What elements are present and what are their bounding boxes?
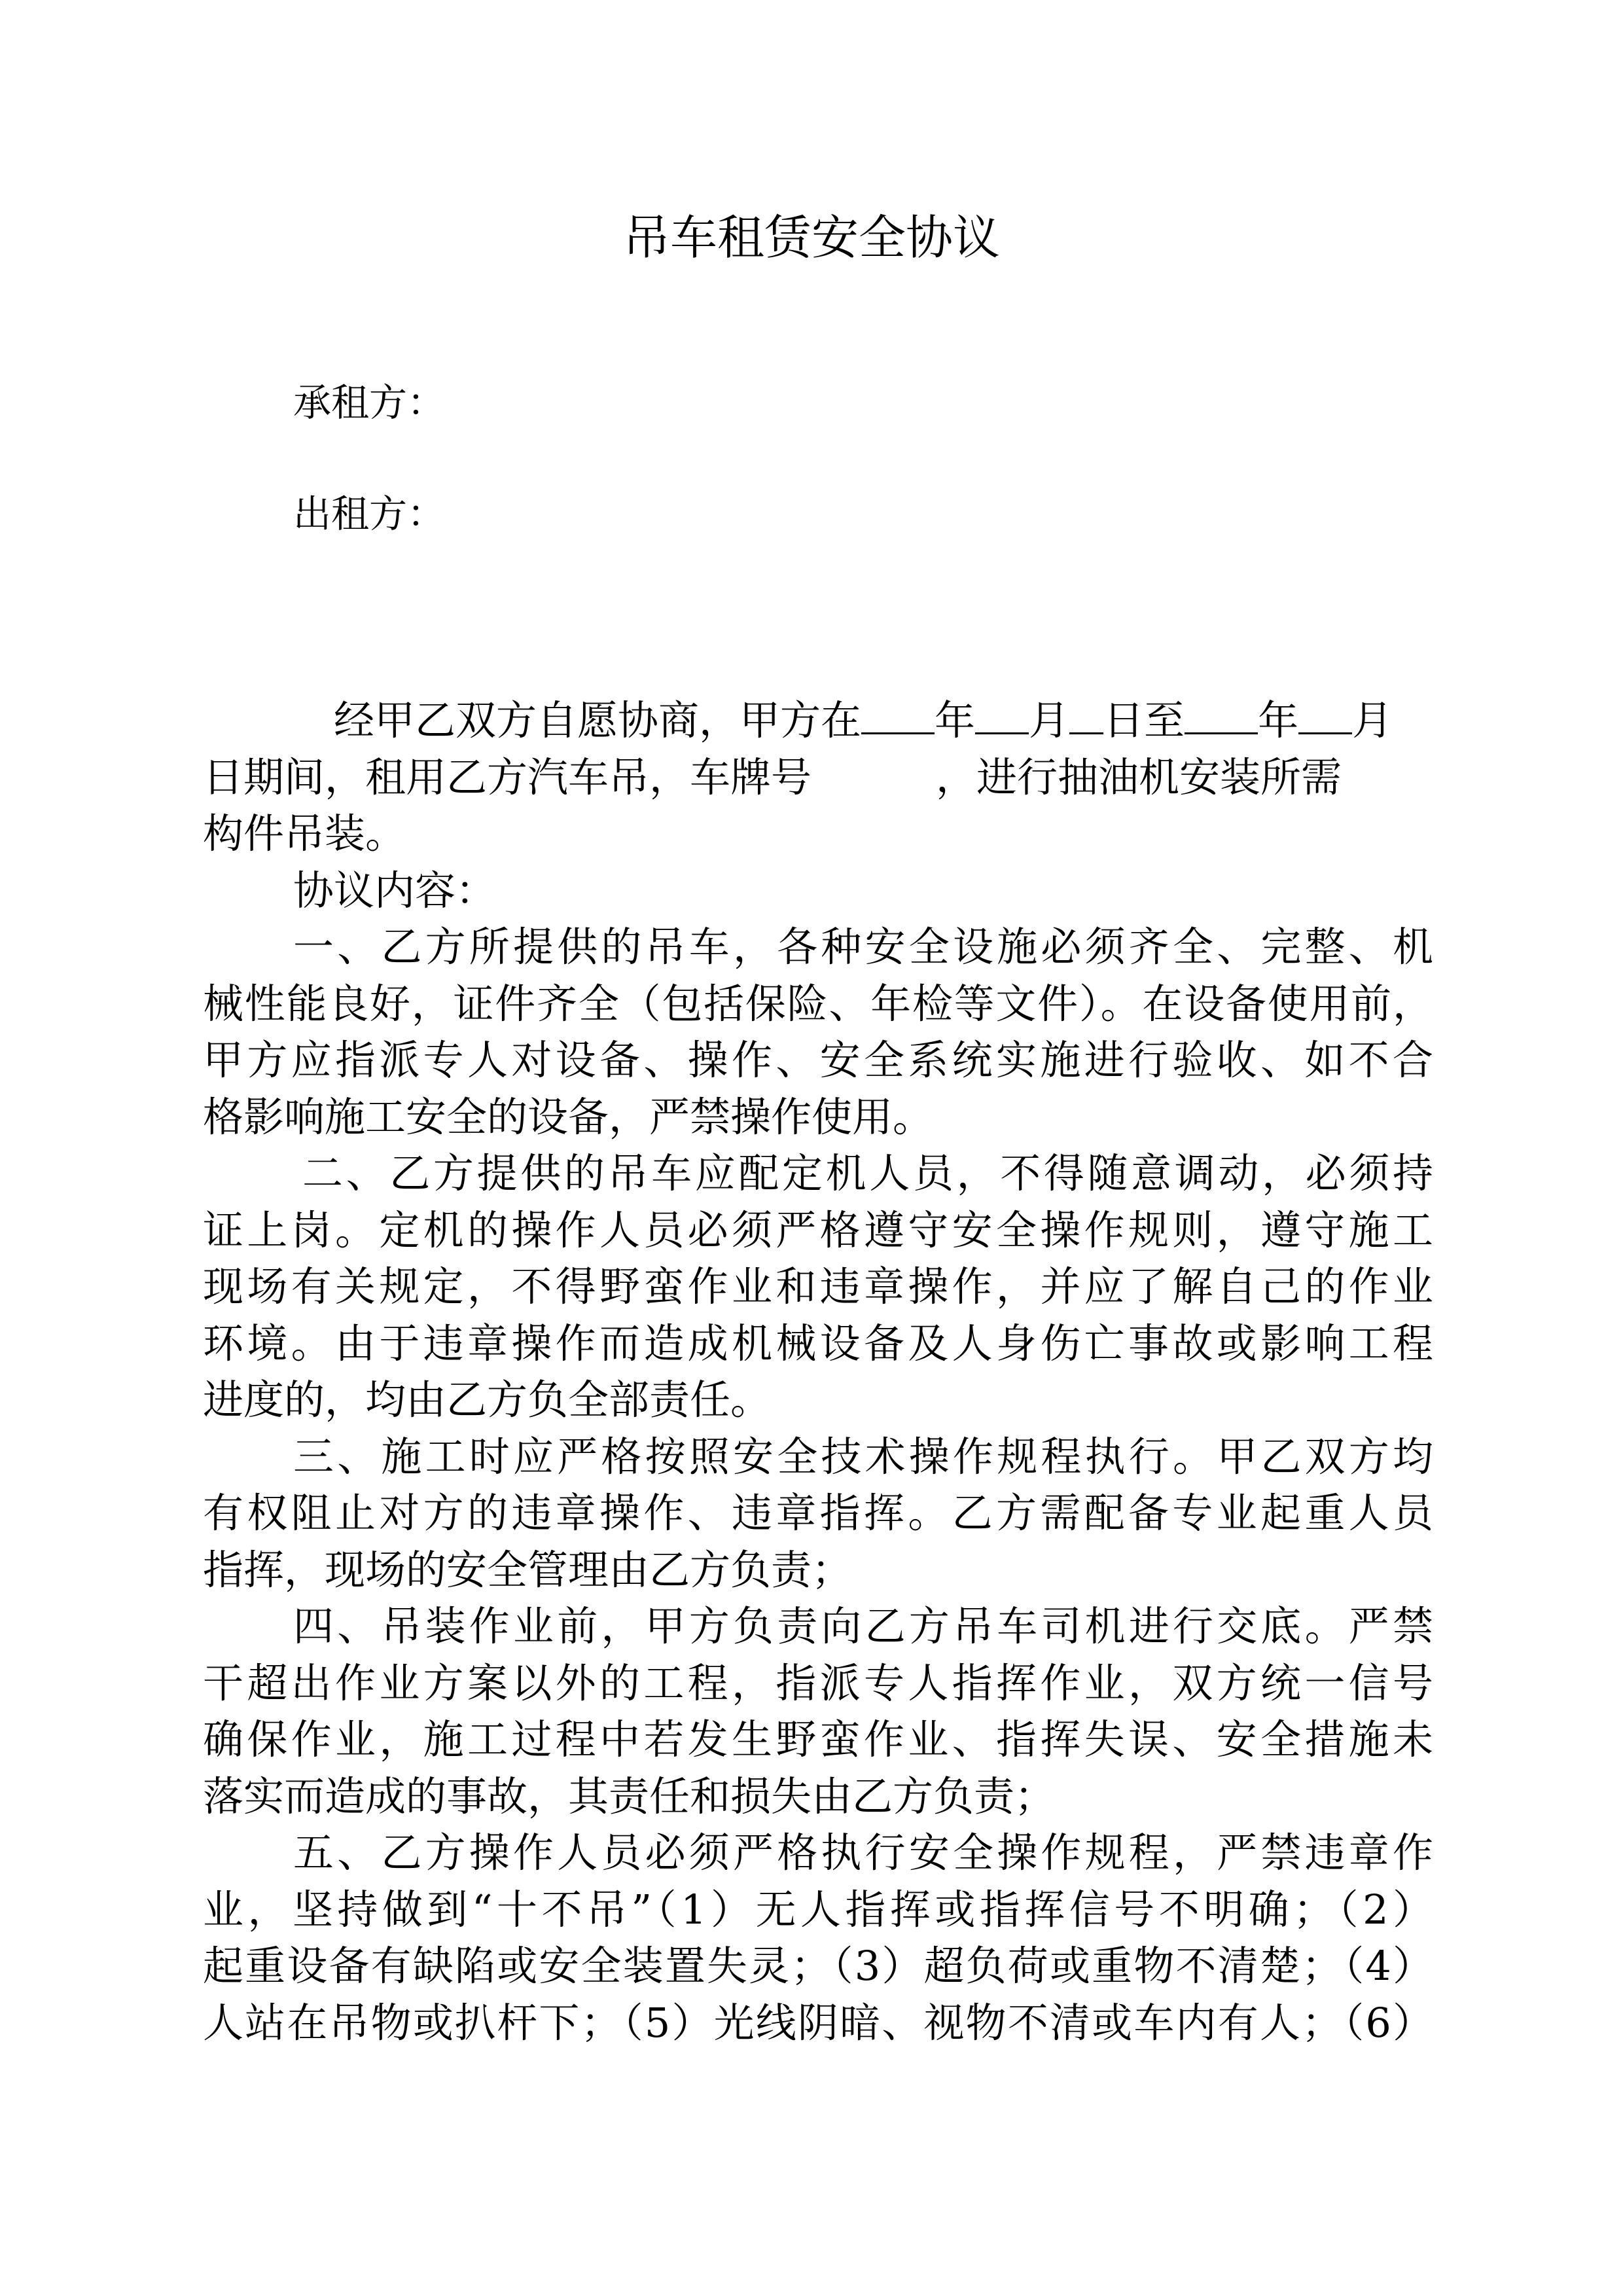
clause-2: [203, 1145, 1433, 1429]
clause-line: 一、乙方所提供的吊车，各种安全设施必须齐全、完整、机: [293, 923, 1433, 971]
intro-text: 月: [1029, 696, 1070, 744]
clause-line: 甲方应指派专人对设备、操作、安全系统实施进行验收、如不合: [203, 1036, 1433, 1084]
clause-line: 二、乙方提供的吊车应配定机人员，不得随意调动，必须持: [302, 1149, 1433, 1197]
clause-line: 指挥，现场的安全管理由乙方负责；: [203, 1545, 853, 1594]
clause-3: [203, 1429, 1433, 1599]
blank-field: [1185, 693, 1258, 734]
clause-5: [203, 1825, 1433, 2051]
clause-line: 落实而造成的事故，其责任和损失由乙方负责；: [203, 1772, 1056, 1820]
clause-line: 四、吊装作业前，甲方负责向乙方吊车司机进行交底。严禁: [293, 1602, 1433, 1650]
clause-line: 确保作业，施工过程中若发生野蛮作业、指挥失误、安全措施未: [203, 1715, 1433, 1763]
clause-line: 械性能良好，证件齐全（包括保险、年检等文件）。在设备使用前，: [203, 979, 1433, 1028]
clause-line: 格影响施工安全的设备，严禁操作使用。: [203, 1092, 934, 1141]
clause-line: 证上岗。定机的操作人员必须严格遵守安全操作规则，遵守施工: [203, 1206, 1433, 1254]
agreement-label: 协议内容：: [293, 866, 497, 914]
blank-field: [1298, 693, 1352, 734]
blank-field: [861, 693, 935, 734]
clause-line: 起重设备有缺陷或安全装置失灵；（3）超负荷或重物不清楚；（4）: [203, 1942, 1433, 1990]
intro-line-2: [203, 749, 1433, 806]
intro-text: 年: [935, 696, 976, 744]
clause-line: 有权阻止对方的违章操作、违章指挥。乙方需配备专业起重人员: [203, 1489, 1433, 1537]
clause-4: [203, 1598, 1433, 1825]
clause-1: [203, 919, 1433, 1145]
intro-text: 日期间，租用乙方汽车吊，车牌号: [203, 753, 812, 801]
clause-line: 业，坚持做到“十不吊”（1）无人指挥或指挥信号不明确；（2）: [203, 1885, 1433, 1933]
lessee-label: 承租方：: [293, 380, 446, 425]
intro-text: 月: [1352, 696, 1393, 744]
clause-line: 人站在吊物或扒杆下；（5）光线阴暗、视物不清或车内有人；（6）: [203, 1998, 1433, 2047]
intro-text: 经甲乙双方自愿协商，甲方在: [334, 696, 862, 744]
clause-line: 进度的，均由乙方负全部责任。: [203, 1376, 772, 1424]
intro-line-1: [203, 692, 1433, 749]
clause-line: 环境。由于违章操作而造成机械设备及人身伤亡事故或影响工程: [203, 1319, 1433, 1367]
blank-field: [1069, 693, 1103, 734]
document-body: [203, 692, 1433, 2051]
lessor-label: 出租方：: [293, 492, 446, 536]
intro-text: 年: [1258, 696, 1299, 744]
document-title: 吊车租赁安全协议: [622, 210, 1000, 265]
clause-line: 现场有关规定，不得野蛮作业和违章操作，并应了解自己的作业: [203, 1263, 1433, 1310]
blank-field: [975, 693, 1029, 734]
clause-line: 三、施工时应严格按照安全技术操作规程执行。甲乙双方均: [293, 1432, 1433, 1480]
clause-line: 干超出作业方案以外的工程，指派专人指挥作业，双方统一信号: [203, 1659, 1433, 1707]
clause-line: 五、乙方操作人员必须严格执行安全操作规程，严禁违章作: [293, 1829, 1433, 1876]
intro-text: ，进行抽油机安装所需: [936, 753, 1342, 801]
intro-text: 日至: [1103, 696, 1185, 744]
intro-line-3: 构件吊装。: [203, 810, 406, 857]
